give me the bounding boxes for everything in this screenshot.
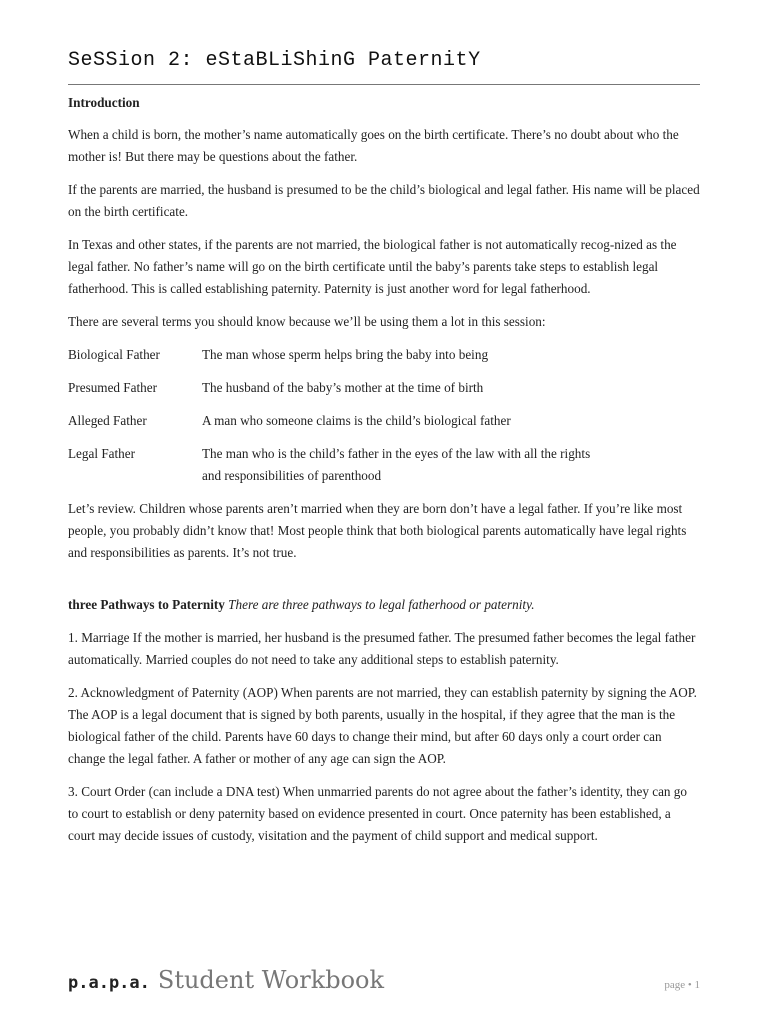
term-row [68, 377, 700, 399]
terms-list [68, 344, 700, 487]
main-content [68, 92, 700, 858]
term-name: Alleged Father [68, 413, 147, 428]
pathways-heading-line [68, 594, 700, 616]
pathways-subheading: There are three pathways to legal fatherhood or paternity. [228, 597, 535, 612]
pathway-item-3: 3. Court Order (can include a DNA test) When unmarried parents do not agree about the father’s identity, they can go to court to establish or deny paternity based on evidence presented in court. Once paternity has been established, a court may decide issues of custody, visitation and the payment of child support and medical support. [68, 784, 687, 843]
term-name: Legal Father [68, 446, 136, 461]
intro-paragraph-3: In Texas and other states, if the parents are not married, the biological father is not automatically recog-nized as the legal father. No father’s name will go on the birth certificate until the baby’s parents take steps to establish legal fatherhood. This is called establishing paternity. Paternity is just another word for legal fatherhood. [68, 237, 677, 296]
term-name: Biological Father [68, 347, 160, 362]
term-row [68, 443, 700, 487]
footer-book-title: Student Workbook [157, 966, 385, 994]
term-row [68, 344, 700, 366]
review-paragraph: Let’s review. Children whose parents aren’t married when they are born don’t have a legal father. If you’re like most people, you probably didn’t know that! Most people think that both biological parents automatically have legal rights and responsibilities as parents. It’s not true. [68, 501, 687, 560]
intro-paragraph-4: There are several terms you should know because we’ll be using them a lot in this session: [68, 314, 546, 329]
term-definition: The man who is the child’s father in the eyes of the law with all the rights and responsibilities of parenthood [202, 446, 591, 483]
term-definition: The husband of the baby’s mother at the time of birth [202, 380, 484, 395]
title-divider [68, 84, 700, 85]
page-number: page • 1 [664, 979, 700, 991]
pathway-item-1: 1. Marriage If the mother is married, her husband is the presumed father. The presumed father becomes the legal father automatically. Married couples do not need to take any additional steps to establish paternity. [68, 630, 696, 667]
page-title: SeSSion 2: eStaBLiShinG PaternitY [68, 49, 481, 72]
intro-heading: Introduction [68, 95, 140, 110]
term-row [68, 410, 700, 432]
footer-brand: p.a.p.a. [68, 973, 150, 993]
intro-paragraph-1: When a child is born, the mother’s name automatically goes on the birth certificate. There’s no doubt about who the mother is! But there may be questions about the father. [68, 127, 679, 164]
term-definition: The man whose sperm helps bring the baby into being [202, 347, 489, 362]
term-definition: A man who someone claims is the child’s biological father [202, 413, 511, 428]
pathway-item-2: 2. Acknowledgment of Paternity (AOP) When parents are not married, they can establish paternity by signing the AOP. The AOP is a legal document that is signed by both parents, usually in the hospital, if they agree that the man is the biological father of the child. Parents have 60 days to change their mind, but after 60 days only a court order can change the legal father. A father or mother of any age can sign the AOP. [68, 685, 697, 766]
term-name: Presumed Father [68, 380, 157, 395]
pathways-heading: three Pathways to Paternity [68, 597, 225, 612]
page-footer [68, 966, 700, 994]
intro-paragraph-2: If the parents are married, the husband is presumed to be the child’s biological and legal father. His name will be placed on the birth certificate. [68, 182, 700, 219]
